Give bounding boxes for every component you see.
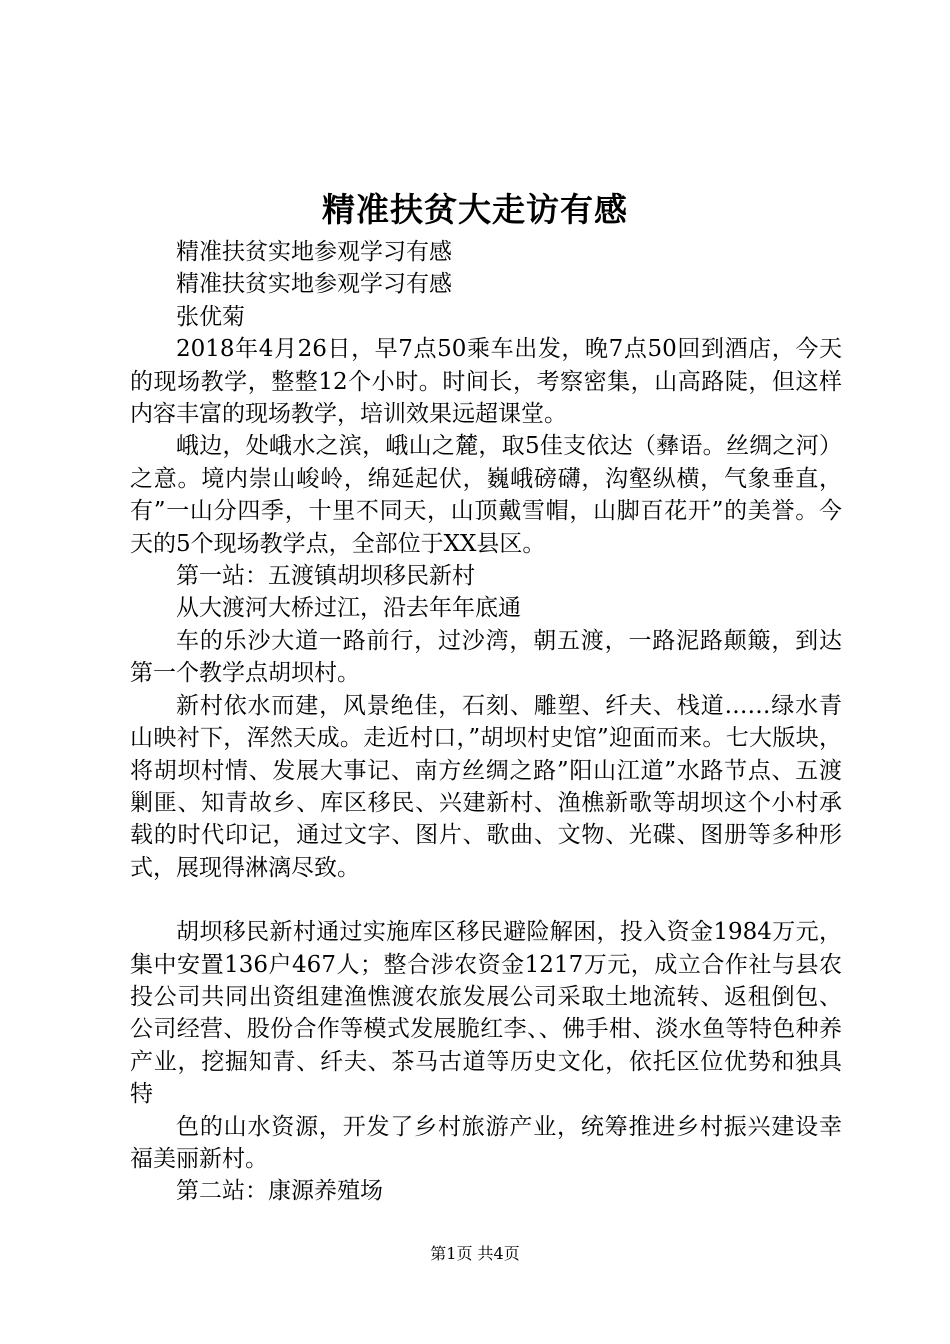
- paragraph: 新村依水而建，风景绝佳，石刻、雕塑、纤夫、栈道……绿水青山映衬下，浑然天成。走近村口，”胡坝村史馆”迎面而来。七大版块，将胡坝村情、发展大事记、南方丝绸之路”阳山江道”水路节点、五渡剿匪、知青故乡、库区移民、兴建新村、渔樵新歌等胡坝这个小村承载的时代印记，通过文字、图片、歌曲、文物、光碟、图册等多种形式，展现得淋漓尽致。: [130, 692, 842, 881]
- paragraph: 从大渡河大桥过江，沿去年年底通: [176, 595, 521, 622]
- paragraph-spacer: [130, 884, 842, 916]
- subtitle-line: 精准扶贫实地参观学习有感: [176, 271, 452, 298]
- section-heading: 第二站：康源养殖场: [176, 1178, 383, 1205]
- paragraph: 车的乐沙大道一路前行，过沙湾，朝五渡，一路泥路颠簸，到达第一个教学点胡坝村。: [130, 627, 842, 687]
- section-heading: 第一站：五渡镇胡坝移民新村: [176, 563, 475, 590]
- paragraph: 峨边，处峨水之滨，峨山之麓，取5佳支依达（彝语。丝绸之河）之意。境内崇山峻岭，绵延起伏，巍峨磅礴，沟壑纵横，气象垂直，有”一山分四季，十里不同天，山顶戴雪帽，山脚百花开”的美誉。今天的5个现场教学点，全部位于XX县区。: [130, 433, 842, 557]
- subtitle-line: 精准扶贫实地参观学习有感: [176, 239, 452, 265]
- document-body: [130, 236, 842, 1208]
- paragraph: 胡坝移民新村通过实施库区移民避险解困，投入资金1984万元，集中安置136户467人；整合涉农资金1217万元，成立合作社与县农投公司共同出资组建渔憔渡农旅发展公司采取土地流转、返租倒包、公司经营、股份合作等模式发展脆红李、、佛手柑、淡水鱼等特色种养产业，挖掘知青、纤夫、茶马古道等历史文化，依托区位优势和独具特: [130, 919, 842, 1108]
- paragraph: 色的山水资源，开发了乡村旅游产业，统筹推进乡村振兴建设幸福美丽新村。: [130, 1113, 842, 1172]
- paragraph: 2018年4月26日，早7点50乘车出发，晚7点50回到酒店，今天的现场教学，整整12个小时。时间长，考察密集，山高路陡，但这样内容丰富的现场教学，培训效果远超课堂。: [130, 336, 842, 428]
- page-title: 精准扶贫大走访有感: [322, 190, 628, 229]
- page-footer: 第1页 共4页: [430, 1244, 520, 1263]
- author-name: 张优菊: [176, 303, 245, 330]
